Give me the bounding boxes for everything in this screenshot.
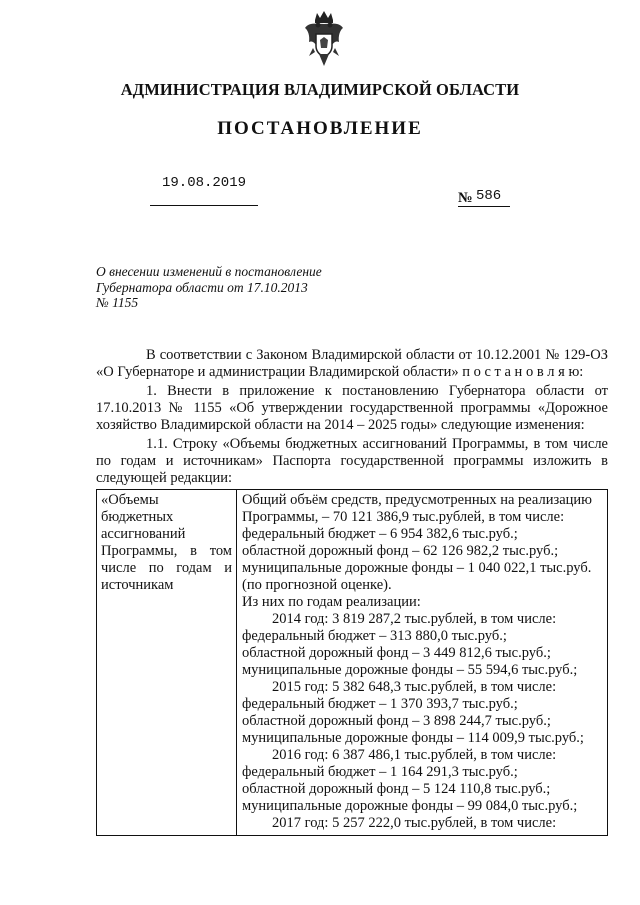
subject-line: № 1155 xyxy=(96,295,139,310)
value-line: муниципальные дорожные фонды – 55 594,6 тыс.руб.; xyxy=(242,662,578,678)
year-total-line: 2015 год: 5 382 648,3 тыс.рублей, в том числе: xyxy=(272,679,557,695)
paragraph-item-1-1 xyxy=(96,436,608,487)
value-line: федеральный бюджет – 313 880,0 тыс.руб.; xyxy=(242,628,507,644)
date-underline xyxy=(150,205,258,206)
document-date: 19.08.2019 xyxy=(162,175,247,191)
label-word: годам xyxy=(176,560,212,576)
value-line: муниципальные дорожные фонды – 1 040 022,1 тыс.руб. xyxy=(242,560,592,576)
label-line xyxy=(101,560,232,577)
text-line: 1.1. Строку «Объемы бюджетных ассигнований Программы, в том числе xyxy=(146,436,608,452)
label-word: числе xyxy=(101,560,137,576)
document-subject xyxy=(96,264,356,311)
text-line: 17.10.2013 № 1155 «Об утверждении государственной программы «Дорожное xyxy=(96,400,608,416)
paragraph-item-1 xyxy=(96,383,608,434)
document-type-title: ПОСТАНОВЛЕНИЕ xyxy=(217,118,423,139)
text-line: по годам и источникам» Паспорта государственной программы изложить в xyxy=(96,453,608,469)
text-line: «О Губернаторе и администрации Владимирской области» п о с т а н о в л я ю: xyxy=(96,364,584,380)
document-number: 586 xyxy=(476,188,502,204)
number-sign: № xyxy=(458,190,473,206)
label-line xyxy=(101,543,232,560)
year-total-line: 2016 год: 6 387 486,1 тыс.рублей, в том числе: xyxy=(272,747,557,763)
year-total-line: 2017 год: 5 257 222,0 тыс.рублей, в том числе: xyxy=(272,815,557,831)
value-line: федеральный бюджет – 1 370 393,7 тыс.руб.; xyxy=(242,696,518,712)
text-line: следующей редакции: xyxy=(96,470,233,486)
label-line: «Объемы xyxy=(101,492,159,508)
subject-line: О внесении изменений в постановление xyxy=(96,264,322,279)
paragraph-preamble xyxy=(96,347,608,381)
value-line: федеральный бюджет – 1 164 291,3 тыс.руб.; xyxy=(242,764,518,780)
value-line: муниципальные дорожные фонды – 99 084,0 тыс.руб.; xyxy=(242,798,578,814)
value-line: областной дорожный фонд – 62 126 982,2 тыс.руб.; xyxy=(242,543,559,559)
table-value-cell xyxy=(238,490,607,835)
organization-title: АДМИНИСТРАЦИЯ ВЛАДИМИРСКОЙ ОБЛАСТИ xyxy=(120,80,520,99)
label-word: и xyxy=(224,560,232,576)
coat-of-arms-icon xyxy=(303,10,345,68)
value-line: областной дорожный фонд – 5 124 110,8 тыс.руб.; xyxy=(242,781,551,797)
subject-line: Губернатора области от 17.10.2013 xyxy=(96,279,308,295)
value-line: (по прогнозной оценке). xyxy=(242,577,392,593)
number-underline xyxy=(458,206,510,207)
value-line: Общий объём средств, предусмотренных на реализацию xyxy=(242,492,592,508)
label-word: том xyxy=(209,543,232,559)
table-label-cell xyxy=(97,490,237,835)
value-line: областной дорожный фонд – 3 898 244,7 тыс.руб.; xyxy=(242,713,551,729)
label-line: бюджетных xyxy=(101,509,174,525)
value-line: Программы, – 70 121 386,9 тыс.рублей, в том числе: xyxy=(242,509,565,525)
value-line: Из них по годам реализации: xyxy=(242,594,421,610)
label-word: по xyxy=(148,560,164,576)
label-line: ассигнований xyxy=(101,526,186,542)
text-line: хозяйство Владимирской области на 2014 – 2025 годы» следующие изменения: xyxy=(96,417,585,433)
text-line: 1. Внести в приложение к постановлению Губернатора области от xyxy=(146,383,608,399)
value-line: областной дорожный фонд – 3 449 812,6 тыс.руб.; xyxy=(242,645,551,661)
label-word: в xyxy=(190,543,197,559)
label-word: Программы, xyxy=(101,543,178,559)
value-line: муниципальные дорожные фонды – 114 009,9 тыс.руб.; xyxy=(242,730,584,746)
value-line: федеральный бюджет – 6 954 382,6 тыс.руб.; xyxy=(242,526,518,542)
year-total-line: 2014 год: 3 819 287,2 тыс.рублей, в том числе: xyxy=(272,611,557,627)
label-line: источникам xyxy=(101,577,174,593)
budget-table xyxy=(96,489,608,836)
text-line: В соответствии с Законом Владимирской области от 10.12.2001 № 129-ОЗ xyxy=(146,347,608,363)
